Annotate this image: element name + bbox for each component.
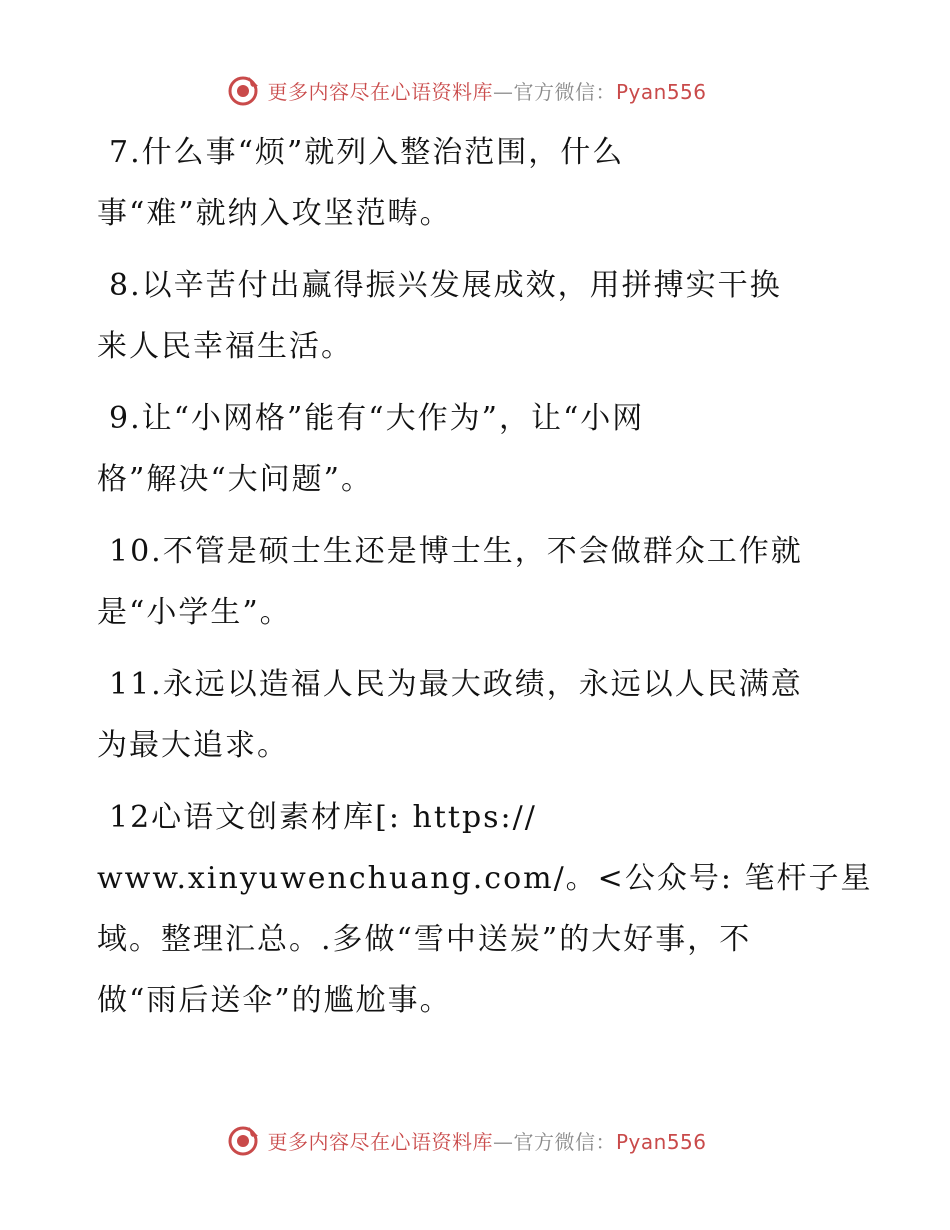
footer-brand-text: 更多内容尽在心语资料库 — [267, 1129, 493, 1154]
list-item — [97, 388, 857, 510]
header-brand-text: 更多内容尽在心语资料库 — [267, 79, 493, 104]
header-banner-text — [267, 76, 706, 105]
item-line: 10.不管是硕士生还是博士生，不会做群众工作就 — [109, 534, 803, 569]
item-line: 8.以辛苦付出赢得振兴发展成效，用拼搏实干换 — [109, 268, 782, 303]
item-line: www.xinyuwenchuang.com/。<公众号: 笔杆子星 — [97, 861, 873, 896]
item-line: 域。整理汇总。.多做“雪中送炭”的大好事，不 — [97, 922, 752, 957]
item-line: 做“雨后送伞”的尴尬事。 — [97, 983, 452, 1018]
footer-banner-text — [267, 1126, 706, 1155]
list-item — [97, 255, 857, 377]
list-item — [97, 654, 857, 776]
item-line: 为最大追求。 — [97, 728, 289, 763]
document-body — [97, 122, 873, 1042]
footer-banner-inner — [227, 1123, 706, 1157]
item-line: 7.什么事“烦”就列入整治范围，什么 — [109, 135, 625, 170]
footer-wechat-label: 官方微信： — [513, 1129, 616, 1154]
header-wechat-label: 官方微信： — [513, 79, 616, 104]
brand-logo-icon — [227, 73, 261, 107]
item-line: 格”解决“大问题”。 — [97, 462, 374, 497]
header-wechat-id: Pyan556 — [615, 79, 707, 104]
item-line: 是“小学生”。 — [97, 595, 292, 630]
header-banner — [0, 70, 950, 110]
header-separator: — — [492, 79, 514, 104]
footer-separator: — — [492, 1129, 514, 1154]
item-line: 事“难”就纳入攻坚范畴。 — [97, 196, 452, 231]
footer-banner — [0, 1120, 950, 1160]
list-item — [97, 122, 857, 244]
list-item — [97, 787, 873, 1031]
brand-logo-icon — [227, 1123, 261, 1157]
item-line: 12心语文创素材库[: https:// — [109, 800, 537, 835]
list-item — [97, 521, 857, 643]
header-banner-inner — [227, 73, 706, 107]
item-line: 9.让“小网格”能有“大作为”，让“小网 — [109, 401, 645, 436]
item-line: 11.永远以造福人民为最大政绩，永远以人民满意 — [109, 667, 803, 702]
footer-wechat-id: Pyan556 — [615, 1129, 707, 1154]
item-line: 来人民幸福生活。 — [97, 329, 353, 364]
